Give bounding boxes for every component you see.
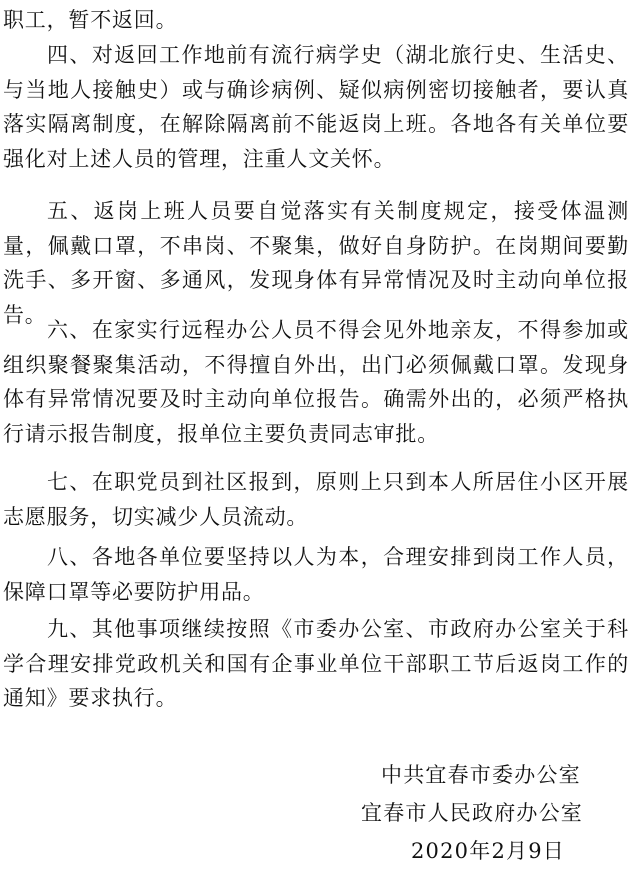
- signature-date: 2020年2月9日: [411, 839, 565, 863]
- signature-org-party: 中共宜春市委办公室: [381, 763, 581, 787]
- paragraph-item-4: 四、对返回工作地前有流行病学史（湖北旅行史、生活史、与当地人接触史）或与确诊病例、疑似病例密切接触者，要认真落实隔离制度，在解除隔离前不能返岗上班。各地各有关单位要强化对上述人员的管理，注重人文关怀。: [3, 43, 629, 172]
- paragraph-item-8: 八、各地各单位要坚持以人为本，合理安排到岗工作人员，保障口罩等必要防护用品。: [3, 545, 629, 604]
- paragraph-item-6: 六、在家实行远程办公人员不得会见外地亲友，不得参加或组织聚餐聚集活动，不得擅自外出，出门必须佩戴口罩。发现身体有异常情况要及时主动向单位报告。确需外出的，必须严格执行请示报告制度，报单位主要负责同志审批。: [3, 318, 629, 447]
- paragraph-continuation: 职工，暂不返回。: [3, 8, 178, 32]
- signature-org-government: 宜春市人民政府办公室: [361, 801, 583, 825]
- paragraph-item-9: 九、其他事项继续按照《市委办公室、市政府办公室关于科学合理安排党政机关和国有企事业单位干部职工节后返岗工作的通知》要求执行。: [3, 617, 629, 711]
- paragraph-item-5: 五、返岗上班人员要自觉落实有关制度规定，接受体温测量，佩戴口罩，不串岗、不聚集，做好自身防护。在岗期间要勤洗手、多开窗、多通风，发现身体有异常情况及时主动向单位报告。: [3, 199, 629, 328]
- paragraph-item-7: 七、在职党员到社区报到，原则上只到本人所居住小区开展志愿服务，切实减少人员流动。: [3, 470, 629, 529]
